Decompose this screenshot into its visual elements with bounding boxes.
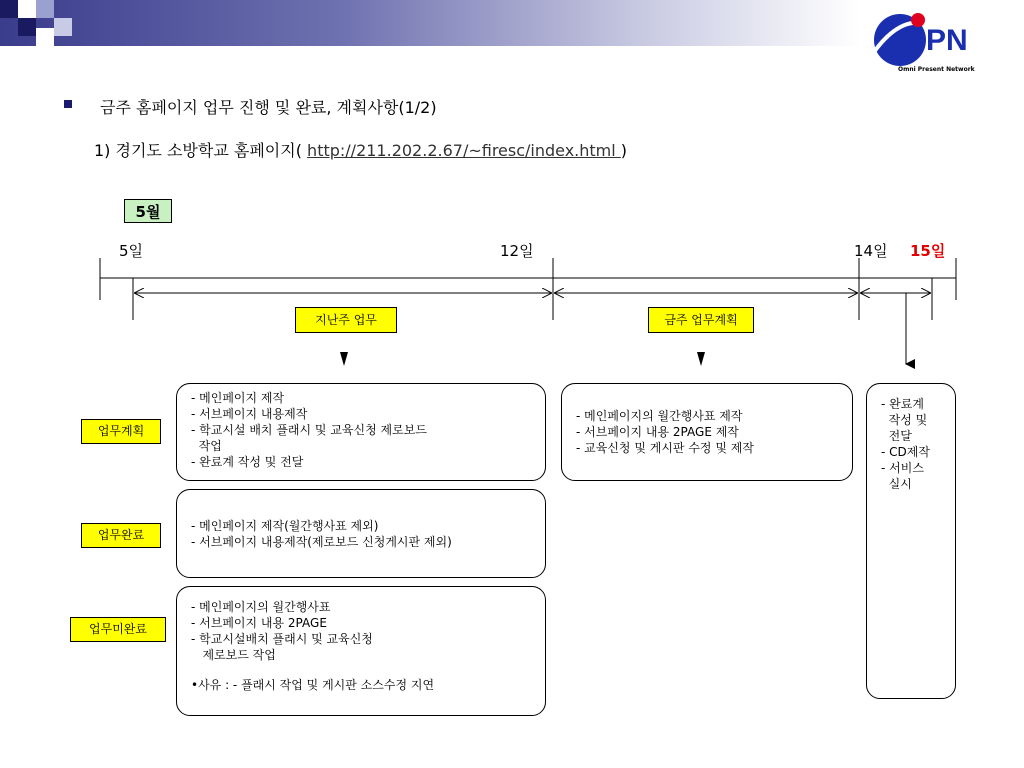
row-label-done: 업무완료: [81, 523, 161, 548]
box-plan-this-week: [561, 383, 853, 481]
final-line: - 서비스: [881, 461, 924, 475]
this-week-label: 금주 업무계획: [648, 307, 754, 333]
last-week-label: 지난주 업무: [295, 307, 397, 333]
plan-this-line: - 교육신청 및 게시판 수정 및 제작: [576, 441, 754, 455]
plan-this-line: - 서브페이지 내용 2PAGE 제작: [576, 425, 739, 439]
subtitle-prefix: 1) 경기도 소방학교 홈페이지(: [94, 141, 302, 160]
final-line: - 완료계: [881, 397, 924, 411]
plan-last-line: - 완료계 작성 및 전달: [191, 455, 304, 469]
undone-last-line: - 메인페이지의 월간행사표: [191, 600, 331, 614]
done-last-line: - 메인페이지 제작(월간행사표 제외): [191, 519, 379, 533]
final-line: 실시: [881, 477, 912, 491]
row-label-plan: 업무계획: [81, 419, 161, 444]
subtitle-link[interactable]: http://211.202.2.67/~firesc/index.html: [307, 141, 621, 160]
day-5: 5일: [119, 242, 144, 260]
done-last-line: - 서브페이지 내용제작(제로보드 신청게시판 제외): [191, 535, 452, 549]
logo-brand: PN: [926, 24, 968, 57]
undone-last-line: - 학교시설배치 플래시 및 교육신청: [191, 632, 373, 646]
day-15: 15일: [910, 242, 946, 260]
day-14: 14일: [854, 242, 888, 260]
undone-last-line: [191, 663, 531, 677]
subtitle-suffix: ): [620, 141, 628, 160]
final-line: 전달: [881, 429, 912, 443]
slide-title: 금주 홈페이지 업무 진행 및 완료, 계획사항(1/2): [100, 98, 437, 117]
plan-last-line: 작업: [191, 439, 222, 453]
undone-last-line: 제로보드 작업: [191, 648, 276, 662]
plan-last-line: - 메인페이지 제작: [191, 391, 285, 405]
plan-this-line: - 메인페이지의 월간행사표 제작: [576, 409, 743, 423]
logo-tagline: Omni Present Network: [898, 66, 975, 73]
final-line: 작성 및: [881, 413, 928, 427]
box-undone-last-week: [176, 586, 546, 716]
box-plan-last-week: [176, 383, 546, 481]
plan-last-line: - 학교시설 배치 플래시 및 교육신청 제로보드: [191, 423, 427, 437]
final-line: - CD제작: [881, 445, 930, 459]
month-label: 5월: [124, 199, 172, 223]
row-label-undone: 업무미완료: [70, 617, 166, 642]
box-final-tasks: [866, 383, 956, 699]
box-done-last-week: [176, 489, 546, 578]
day-12: 12일: [500, 242, 534, 260]
undone-last-line: •사유 : - 플래시 작업 및 게시판 소스수정 지연: [191, 678, 435, 692]
undone-last-line: - 서브페이지 내용 2PAGE: [191, 616, 327, 630]
plan-last-line: - 서브페이지 내용제작: [191, 407, 308, 421]
